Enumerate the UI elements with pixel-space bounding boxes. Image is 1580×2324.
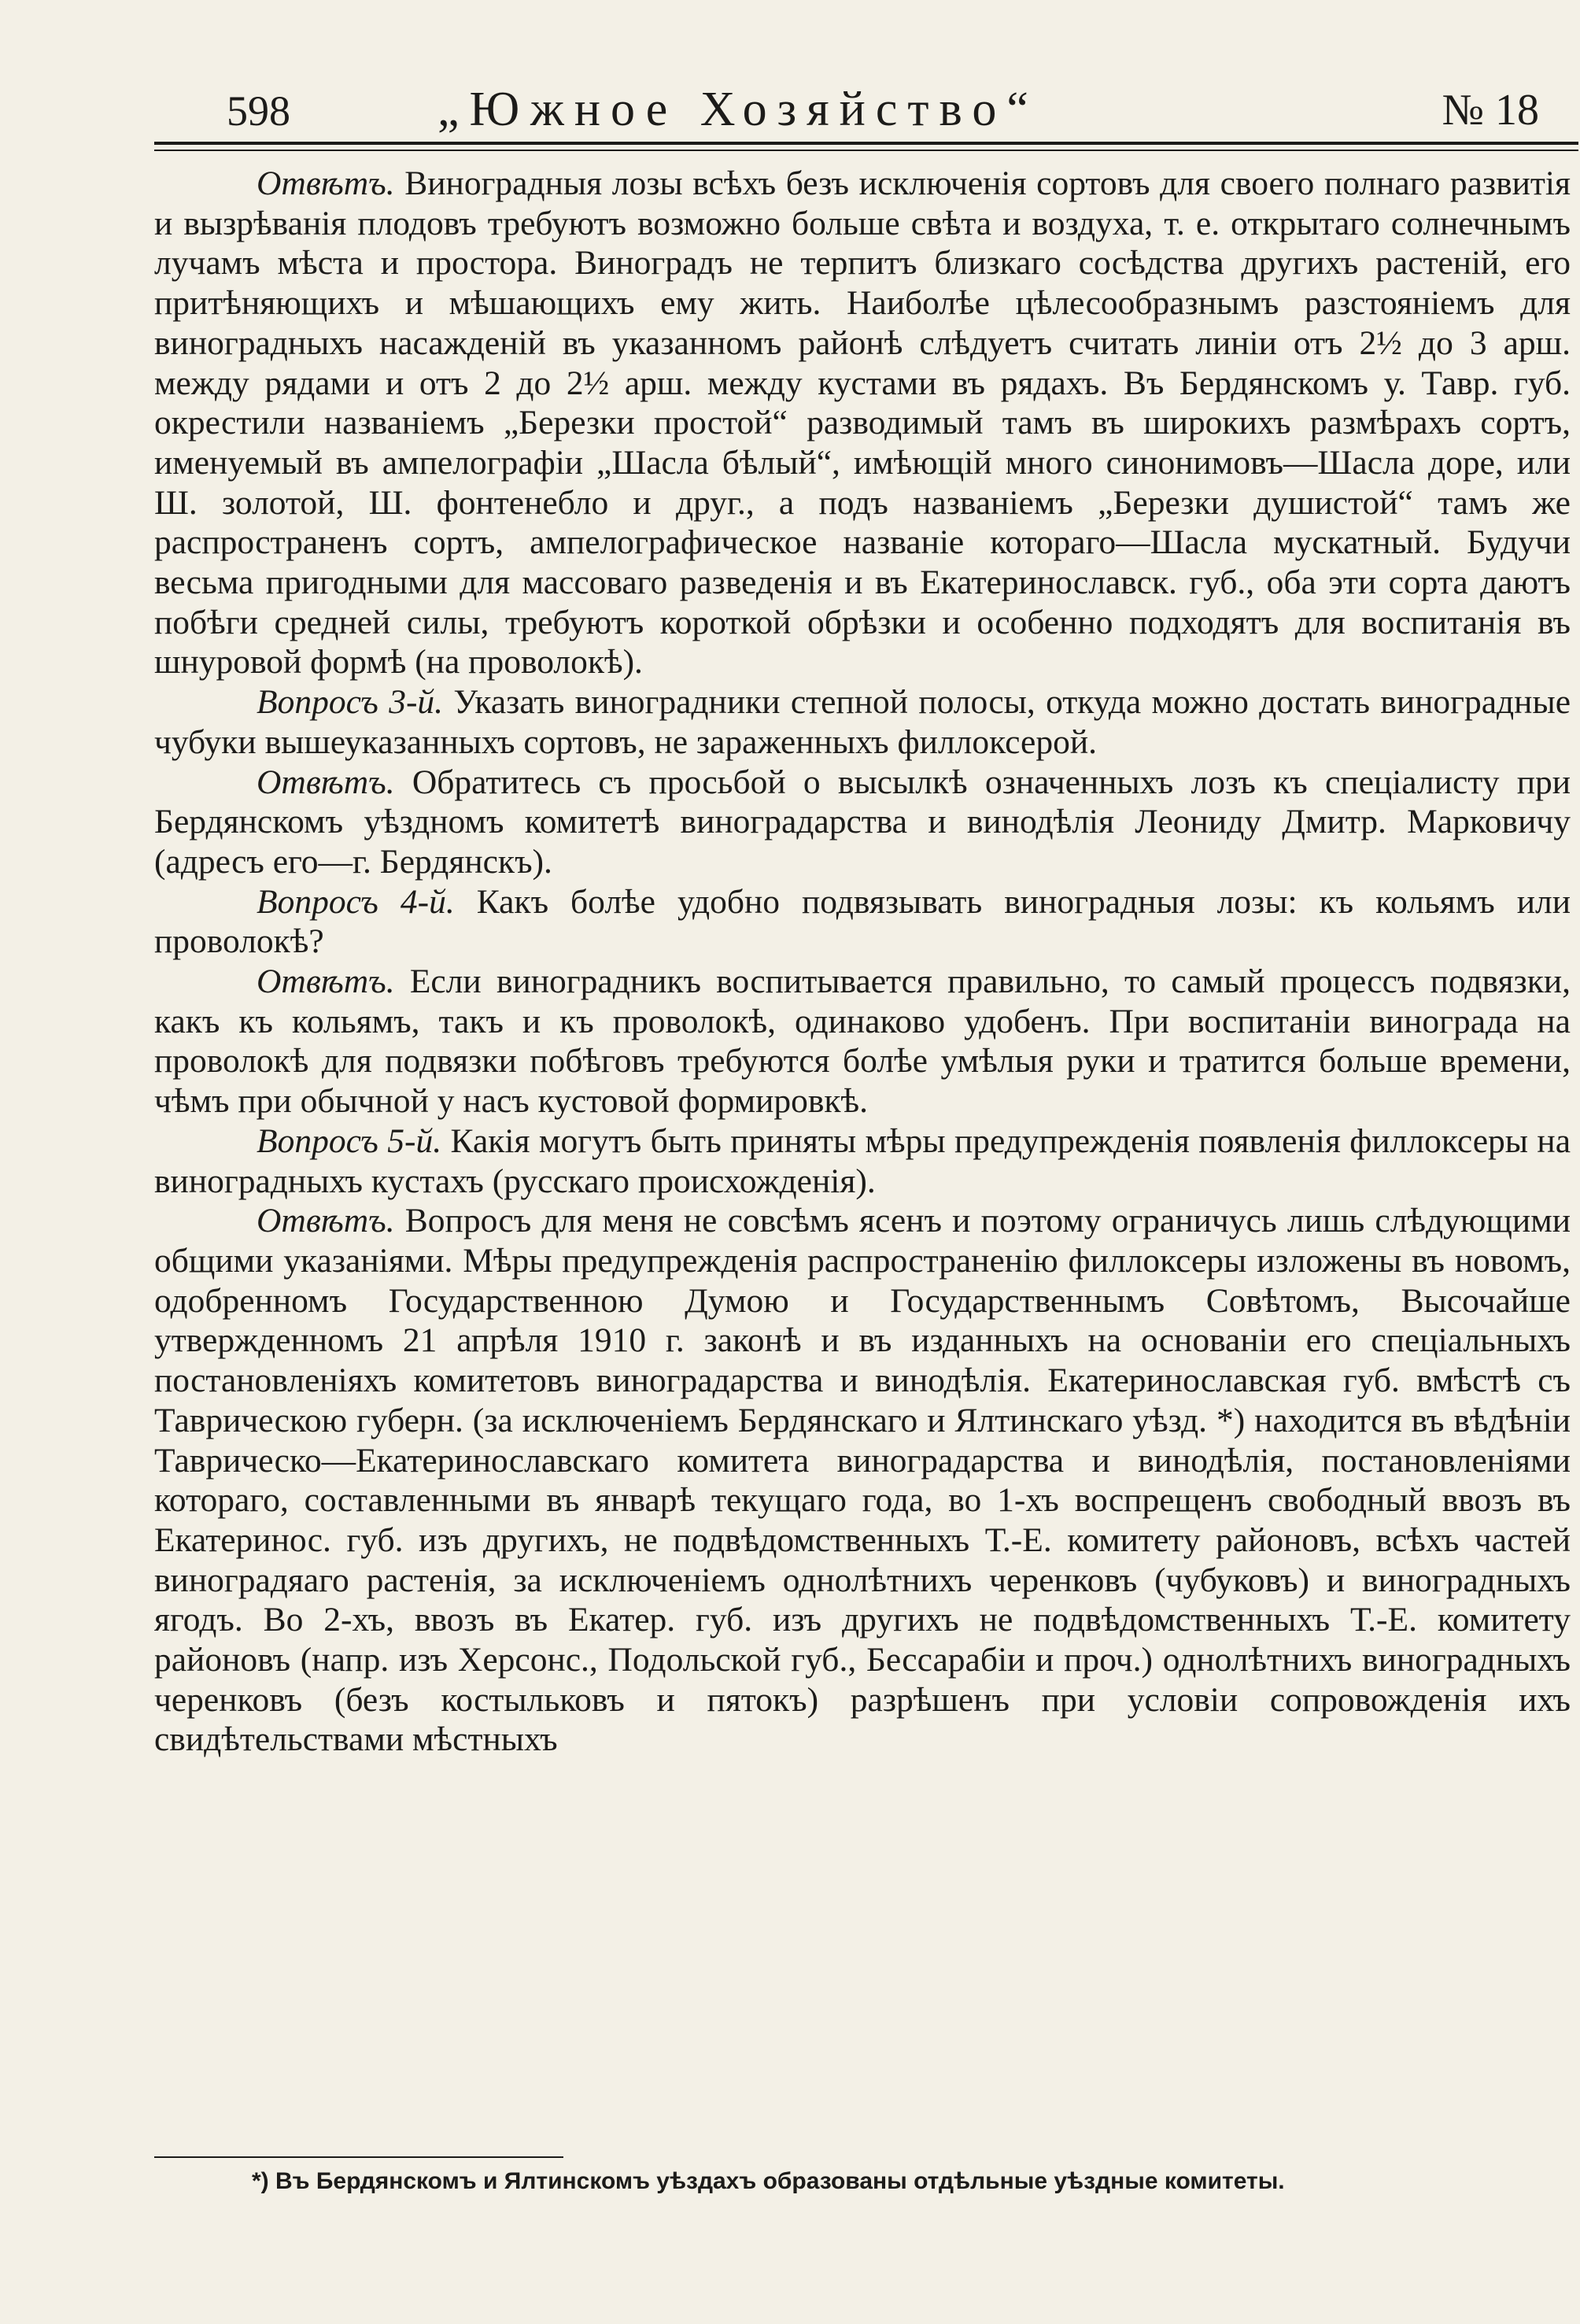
paragraph-text: Вопросъ для меня не совсѣмъ ясенъ и поэтому ограничусь лишь слѣдующими общими указаніями. Мѣры предупрежденія распространенію филлоксеры изложены въ новомъ, одобренномъ Государственною Думою и Государственнымъ Совѣтомъ, Высочайше утвержденномъ 21 апрѣля 1910 г. законѣ и въ изданныхъ на основаніи его спеціальныхъ постановленіяхъ комитетовъ виноградарства и винодѣлія. Екатеринославская губ. вмѣстѣ съ Таврическою губерн. (за исключеніемъ Бердянскаго и Ялтинскаго уѣзд. *) находится въ вѣдѣніи Таврическо—Екатеринославскаго комитета виноградарства и винодѣлія, постановленіями котораго, составленными въ январѣ текущаго года, во 1-хъ воспрещенъ свободный ввозъ въ Екатеринос. губ. изъ другихъ, не подвѣдомственныхъ Т.-Е. комитету районовъ, всѣхъ частей виноградяаго растенія, за исключеніемъ однолѣтнихъ черенковъ (чубуковъ) и виноградныхъ ягодъ. Во 2-хъ, ввозъ въ Екатер. губ. изъ другихъ не подвѣдомственныхъ Т.-Е. комитету районовъ (напр. изъ Херсонс., Подольской губ., Бессарабіи и проч.) однолѣтнихъ виноградныхъ черенковъ (безъ костыльковъ и пятокъ) разрѣшенъ при условіи сопровожденія ихъ свидѣтельствами мѣстныхъ <box>154 1202 1571 1759</box>
paragraph-label: Вопросъ 5-й. <box>257 1121 442 1160</box>
header-rule-thick <box>154 142 1578 145</box>
footnote: *) Въ Бердянскомъ и Ялтинскомъ уѣздахъ образованы отдѣльные уѣздные комитеты. <box>252 2168 1285 2194</box>
paragraph-text: Какія могутъ быть приняты мѣры предупрежденія появленія филлоксеры на виноградныхъ кустахъ (русскаго происхожденія). <box>154 1121 1571 1200</box>
paragraph-label: Вопросъ 3-й. <box>257 683 444 722</box>
page-number: 598 <box>227 87 290 135</box>
article-body <box>154 164 1571 1760</box>
paragraph-label: Отвѣтъ. <box>257 962 395 1001</box>
paragraph-label: Отвѣтъ. <box>257 164 395 202</box>
paragraph-answer-3 <box>154 763 1571 882</box>
paragraph-question-3 <box>154 682 1571 762</box>
running-header <box>154 82 1539 145</box>
issue-number: № 18 <box>1442 86 1539 135</box>
paragraph-answer-2 <box>154 164 1571 682</box>
paragraph-question-5 <box>154 1121 1571 1201</box>
paragraph-label: Вопросъ 4-й. <box>257 882 455 921</box>
paragraph-text: Если виноградникъ воспитывается правильно, то самый процессъ подвязки, какъ къ кольямъ, такъ и къ проволокѣ, одинаково удобенъ. При воспитаніи винограда на проволокѣ для подвязки побѣговъ требуются болѣе умѣлыя руки и тратится больше времени, чѣмъ при обычной у насъ кустовой формировкѣ. <box>154 962 1571 1121</box>
paragraph-label: Отвѣтъ. <box>257 763 395 801</box>
footnote-rule <box>154 2156 563 2158</box>
header-rule-thin <box>154 150 1578 151</box>
paragraph-answer-5 <box>154 1201 1571 1760</box>
journal-title: „Южное Хозяйство“ <box>437 83 1039 136</box>
paragraph-text: Обратитесь съ просьбой о высылкѣ означенныхъ лозъ къ спеціалисту при Бердянскомъ уѣздномъ комитетѣ виноградарства и винодѣлія Леониду Дмитр. Марковичу (адресъ его—г. Бердянскъ). <box>154 763 1571 881</box>
paragraph-question-4 <box>154 882 1571 962</box>
paragraph-text: Какъ болѣе удобно подвязывать виноградныя лозы: къ кольямъ или проволокѣ? <box>154 882 1571 961</box>
paragraph-label: Отвѣтъ. <box>257 1202 395 1240</box>
paragraph-answer-4 <box>154 962 1571 1121</box>
paragraph-text: Виноградныя лозы всѣхъ безъ исключенія сортовъ для своего полнаго развитія и вызрѣванія плодовъ требуютъ возможно больше свѣта и воздуха, т. е. открытаго солнечнымъ лучамъ мѣста и простора. Виноградъ не терпитъ близкаго сосѣдства другихъ растеній, его притѣняющихъ и мѣшающихъ ему жить. Наиболѣе цѣлесообразнымъ разстояніемъ для виноградныхъ насажденій въ указанномъ районѣ слѣдуетъ считать линіи отъ 2½ до 3 арш. между рядами и отъ 2 до 2½ арш. между кустами въ рядахъ. Въ Бердянскомъ у. Тавр. губ. окрестили названіемъ „Березки простой“ разводимый тамъ въ широкихъ размѣрахъ сортъ, именуемый въ ампелографіи „Шасла бѣлый“, имѣющій много синонимовъ—Шасла доре, или Ш. золотой, Ш. фонтенебло и друг., а подъ названіемъ „Березки душистой“ тамъ же распространенъ сортъ, ампелографическое названіе котораго—Шасла мускатный. Будучи весьма пригодными для массоваго разведенія и въ Екатеринославск. губ., оба эти сорта даютъ побѣги средней силы, требуютъ короткой обрѣзки и особенно подходятъ для воспитанія въ шнуровой формѣ (на проволокѣ). <box>154 164 1571 682</box>
paragraph-text: Указать виноградники степной полосы, откуда можно достать виноградные чубуки вышеуказанныхъ сортовъ, не зараженныхъ филлоксерой. <box>154 683 1571 761</box>
